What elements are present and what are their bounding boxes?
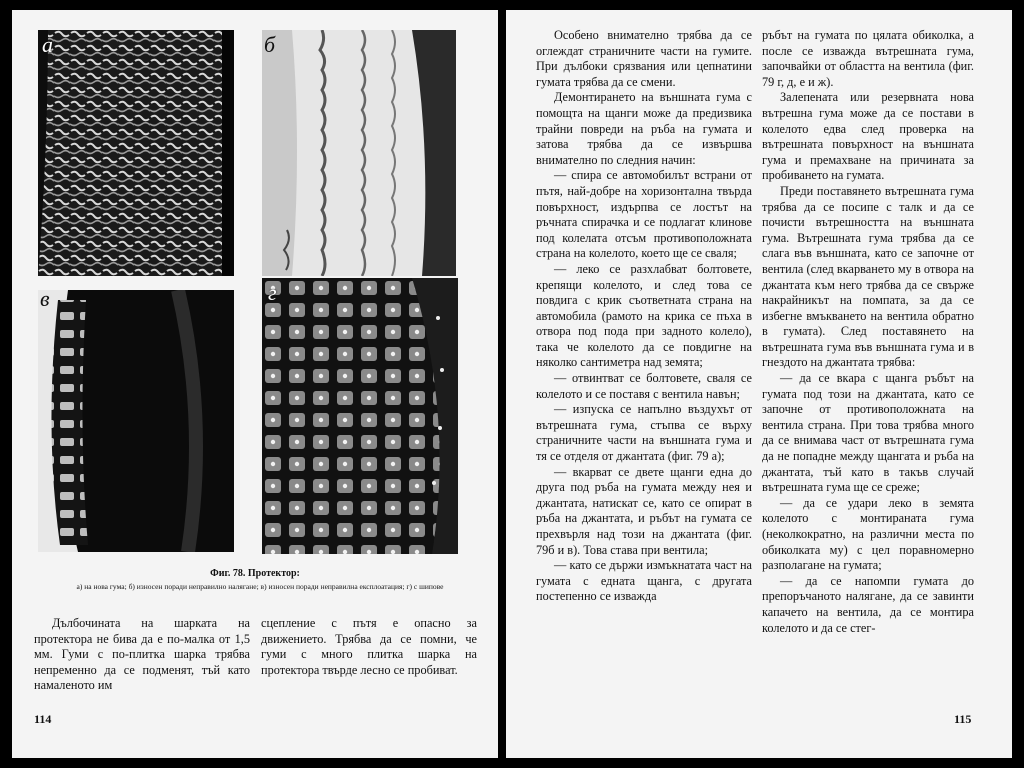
page-number-left: 114 <box>34 712 52 726</box>
photo-label-a: а <box>42 32 53 57</box>
right-col2-p1: ръбът на гумата по цялата обиколка, а после се изважда вътрешната гума, започвайки от областта на вентила (фиг. 79 г, д, е и ж). <box>762 28 974 89</box>
tire-photo-b <box>262 30 456 276</box>
right-col2-p6: — да се напомпи гумата до препоръчаното налягане, да се завинти капачето на вентила, да се монтира колелото и да се стег- <box>762 573 974 635</box>
right-col2-p2: Залепената или резервната нова вътрешна гума може да се постави в колелото едва след проверка на вътрешната повърхност на външната гума и премахване на причината за пробиването на гумата. <box>762 90 974 183</box>
page-number-right: 115 <box>954 712 972 726</box>
right-page-col-1 <box>536 28 752 605</box>
photo-label-c: в <box>40 290 50 311</box>
tire-new-tread-image <box>38 30 234 276</box>
tire-photo-c <box>38 290 234 552</box>
figure-title: Фиг. 78. Протектор: <box>210 568 300 579</box>
right-col2-p5: — да се удари леко в земята колелото с монтираната гума (неколкократно, на различни места по обиколката му) с цел поравномерно разполагане на гумата; <box>762 495 974 573</box>
photo-label-b: б <box>264 32 276 57</box>
right-col1-p6: — изпуска се напълно въздухът от вътрешната гума, стъпва се върху страничните части на външната гума и тя се отделя от джантата (фиг. 79 а); <box>536 402 752 464</box>
left-page-col-2 <box>261 616 477 678</box>
right-col1-p1: Особено внимателно трябва да се оглеждат страничните части на гумите. При дълбоки срязвания или цепнатини гумата трябва да се смени. <box>536 28 752 89</box>
right-col1-p4: — леко се разхлабват болтовете, крепящи колелото, и след това се повдига с крик съответната страна на автомобила (рамото на крика се пъха в отвора под пода при задното колело), така че колелото да се повдигне на няколко сантиметра над земята; <box>536 261 752 370</box>
right-page-col-2 <box>762 28 974 636</box>
tire-studded-image <box>262 278 458 554</box>
right-col1-p5: — отвинтват се болтовете, сваля се колелото и се поставя с вентила навън; <box>536 371 752 401</box>
right-col2-p4: — да се вкара с щанга ръбът на гумата под този на джантата, като се започне от противоположната на вентила страна. При това трябва много да се внимава част от вътрешната гума да не попадне между щангата и ръба на джантата, тъй като в такъв случай вътрешната гума ще се среже; <box>762 371 974 495</box>
right-col2-p3: Преди поставянето вътрешната гума трябва да се посипе с талк и да се почисти вътрешността на външната гума. Вътрешната гума трябва да се слага във външната, като се започне от вентила (след вкарването му в отвора на джантата към него трябва да се свърже накрайникът на помпата, за да се избегне вмъкването на вентила обратно в гумата). След поставянето на вътрешната гума във външната гума и в гнездото на джантата трябва: <box>762 183 974 370</box>
right-col1-p8: — като се държи измъкнатата част на гумата с едната щанга, с другата постепенно се изважда <box>536 558 752 604</box>
tire-worn-usage-image <box>38 290 234 552</box>
tire-photo-a <box>38 30 234 276</box>
left-page <box>12 10 498 758</box>
figure-caption: а) на нова гума; б) износен поради неправилно налягане; в) износен поради неправилна експлоатация; г) с шипове <box>76 582 444 591</box>
right-col1-p3: — спира се автомобилът встрани от пътя, най-добре на хоризонтална твърда повърхност, издърпва се лостът на ръчната спирачка и се подлагат клинове под колелата отсъм противоположната страна на колелото, което ще се сваля; <box>536 168 752 261</box>
tire-photo-d <box>262 278 458 554</box>
right-page <box>506 10 1012 758</box>
photo-label-d: г <box>268 280 277 305</box>
left-page-col-1 <box>34 616 250 694</box>
tire-worn-pressure-image <box>262 30 456 276</box>
left-paragraph-2: сцепление с пътя е опасно за движението. Трябва да се помни, че гуми с много плитка шарка на протектора твърде лесно се пробиват. <box>261 616 477 677</box>
right-col1-p7: — вкарват се двете щанги една до друга под ръба на гумата между нея и джантата, натискат се, като се опират в ръба на джантата, и ръбът на гумата се прехвърля над този на джантата (фиг. 79б и в). Това става при вентила; <box>536 464 752 557</box>
left-paragraph-1: Дълбочината на шарката на протектора не бива да е по-малка от 1,5 мм. Гуми с по-плитка шарка трябва непременно да се подменят, тъй като намаленото им <box>34 616 250 693</box>
right-col1-p2: Демонтирането на външната гума с помощта на щанги може да предизвика трайни повреди на ръба на гумата и затова трябва да се извършва внимателно по следния начин: <box>536 90 752 167</box>
